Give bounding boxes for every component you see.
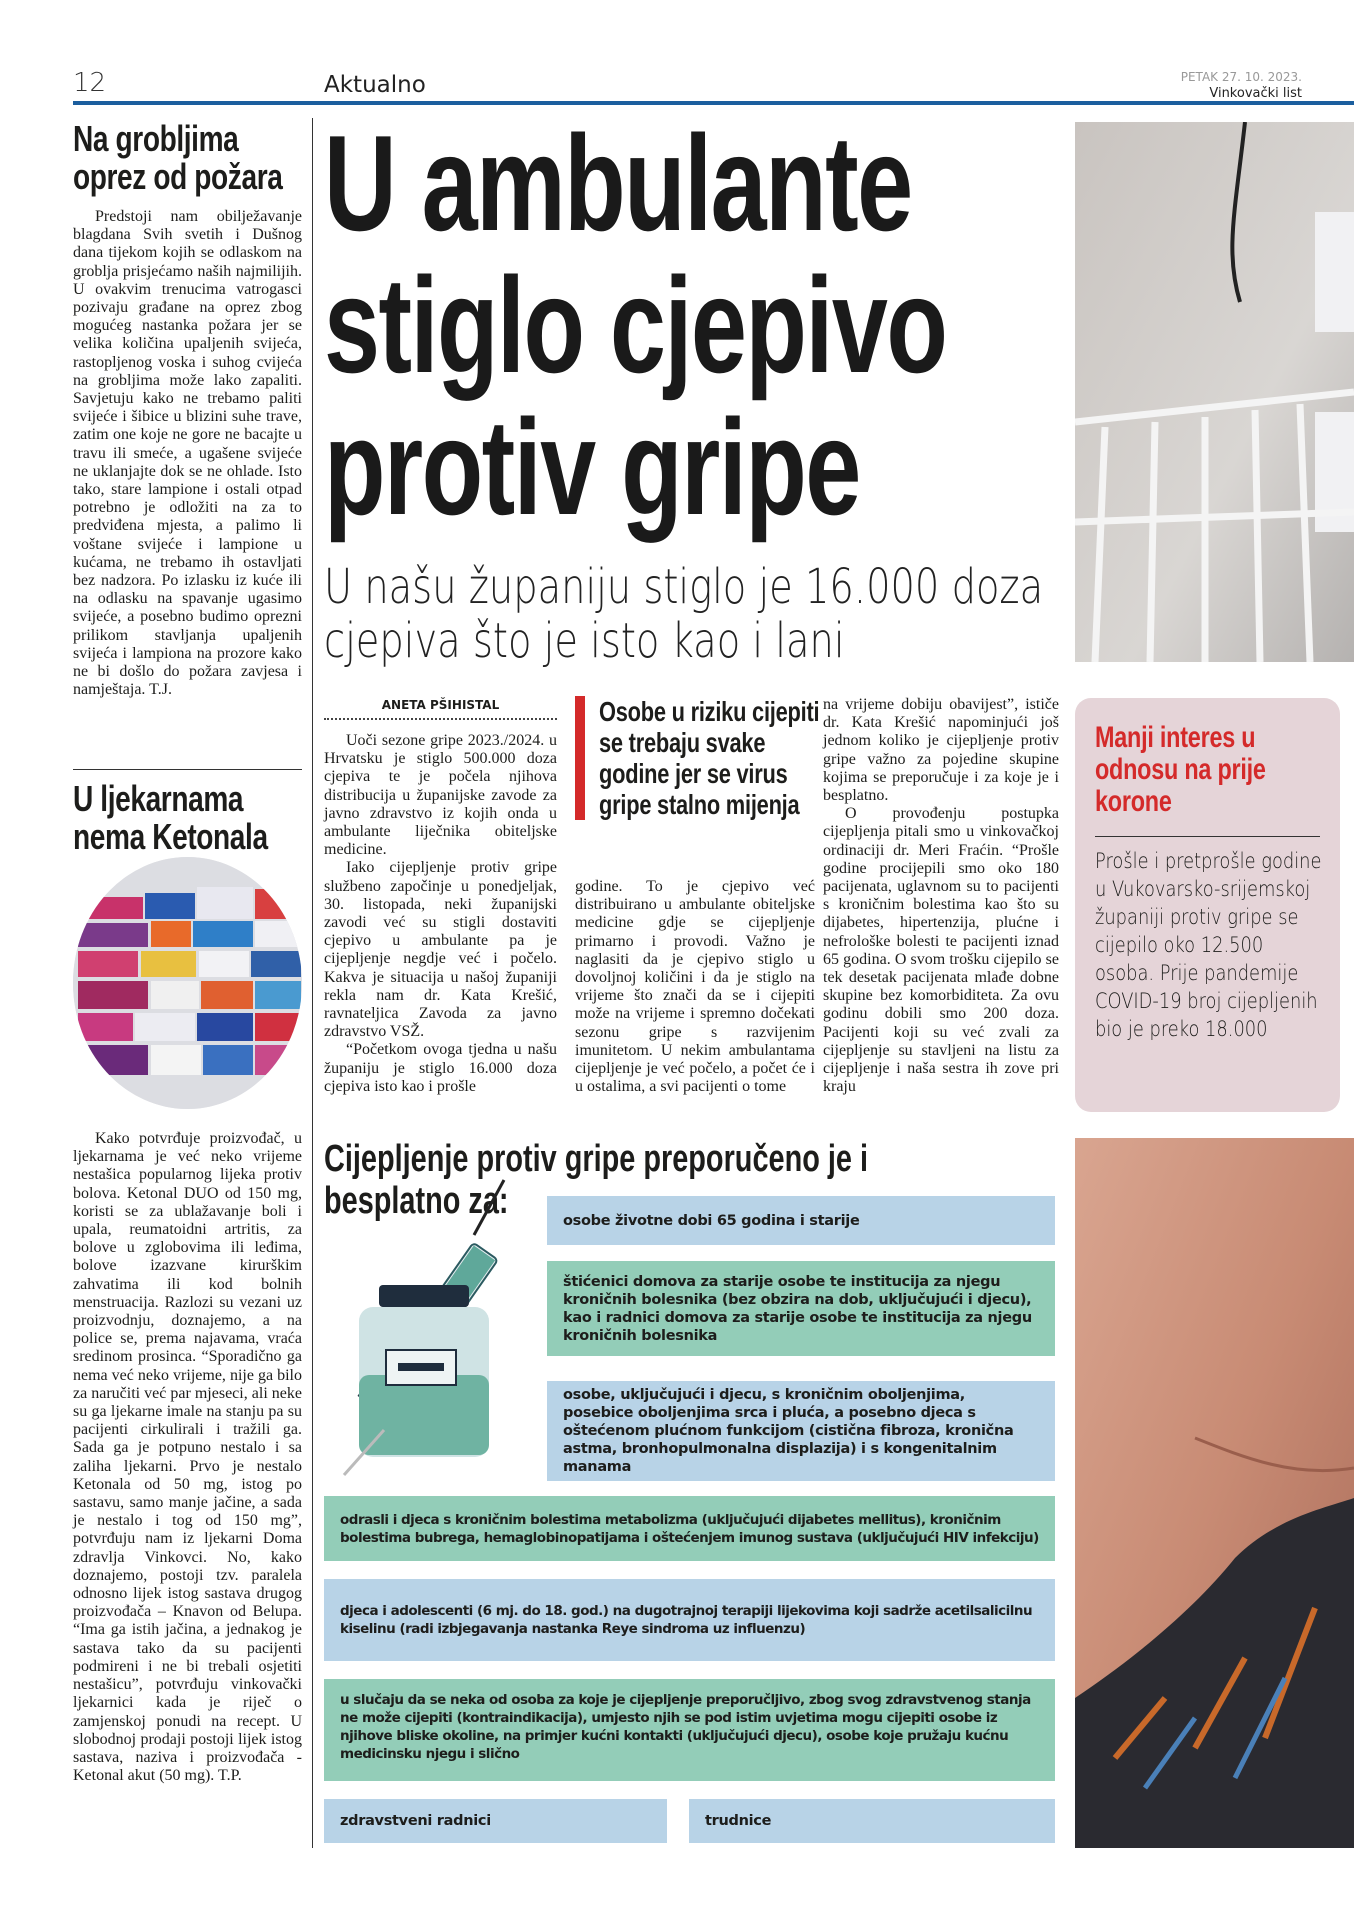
- eligibility-item: odrasli i djeca s kroničnim bolestima metabolizma (uključujući dijabetes mellitus), kroničnim bolestima bubrega, hemaglobinopatijama i oštećenjem imunog sustava (uključujući HIV infekciju): [324, 1496, 1055, 1561]
- column-divider: [312, 118, 313, 1848]
- main-headline: U ambulante stiglo cjepivo protiv gripe: [324, 107, 947, 543]
- fire-article-body: Predstoji nam obilježavanje blagdana Svih svetih i Dušnog dana tijekom kojih se odlaskom na groblja prisjećamo naših najmilijih. U ovakvim trenucima vatrogasci pozivaju građane na oprez zbog mogućeg nastanka požara jer se velika količina upaljenih svijeća, rastopljenog voska i suhog cvijeća na grobljima može lako zapaliti. Savjetuju kako ne trebamo paliti svijeće i šibice u blizini suhe trave, zatim one koje ne gore ne bacajte u travu ili smeće, a ugašene svijeće ne uklanjajte dok se ne ohlade. Isto tako, stare lampione i ostali otpad potrebno je odložiti na za to predviđena mjesta, a palimo li voštane svijeće i lampione u kućama, ne trebamo ih ostavljati bez nadzora. Po izlasku iz kuće ili na odlasku na spavanje ugasimo svijeće, a posebno budimo oprezni prilikom stavljanja upaljenih svijeća i lampiona na prozore kako ne bi došlo do požara zavjesa i namještaja. T.J.: [73, 208, 302, 699]
- author-byline: ANETA PŠIHISTAL: [324, 698, 557, 720]
- sidebox-rule: [1095, 836, 1320, 837]
- article-column-3: na vrijeme dobiju obavijest”, ističe dr. Kata Krešić napominjući još jednom koliko je cijepljenje protiv gripe važno za pojedine skupine kojima se preporučuje i za koje je i besplatno. O provođenju postupka cijepljenja pitali smo u vinkovačkoj ordinaciji dr. Meri Fraćin. “Prošle godine procijepili smo oko 180 pacijenata, uglavnom su to pacijenti s kroničnim bolestima kao što su dijabetes, hipertenzija, plućne i nefrološke bolesti te pacijenti iznad 65 godina. O svom trošku cijepilo se tek desetak pacijenata mlađe dobne skupine bez komorbiditeta. Za ovu godinu dobili smo 200 doza. Pacijenti koji su već zvali za cijepljenje su stavljeni na listu za cijepljenje i naša sestra ih zove pri kraju: [823, 696, 1059, 1096]
- article-divider: [73, 769, 302, 770]
- ketonal-article-title: U ljekarnama nema Ketonala: [73, 778, 268, 857]
- subheadline: U našu županiju stiglo je 16.000 doza cjepiva što je isto kao i lani: [324, 559, 1044, 669]
- issue-date: PETAK 27. 10. 2023.: [1180, 70, 1302, 84]
- eligibility-item: djeca i adolescenti (6 mj. do 18. god.) na dugotrajnoj terapiji lijekovima koji sadrže acetilsalicilnu kiselinu (radi izbjegavanja nastanka Reye sindroma uz influenzu): [324, 1579, 1055, 1661]
- article-column-1: Uoči sezone gripe 2023./2024. u Hrvatsku je stiglo 500.000 doza cjepiva te je počela njihova distribucija u županijske zavode za javno zdravstvo iz kojih onda u ambulante liječnika obiteljske medicine. Iako cijepljenje protiv gripe službeno započinje u ponedjeljak, 30. listopada, neki županijski zavodi već su stigli dostaviti cjepivo u ambulante pa je cijepljenje negdje već i počelo. Kakva je situacija u našoj županiji rekla nam dr. Kata Krešić, ravnateljica Zavoda za javno zdravstvo VSŽ. “Početkom ovoga tjedna u našu županiju je stiglo 16.000 doza cjepiva isto kao i prošle: [324, 732, 557, 1095]
- pharmacy-shelf-photo: [73, 857, 302, 1109]
- fire-article-title: Na grobljima oprez od požara: [73, 118, 283, 197]
- stats-sidebox: [1075, 698, 1340, 1112]
- article-column-2: godine. To je cjepivo već distribuirano u ambulante obiteljske medicine gdje se cijepljenje primarno i provodi. Važno je naglasiti da je cjepivo stiglo u dovoljnoj količini i da je stiglo na vrijeme što znači da se i cijepiti može na vrijeme i spremno dočekati sezonu gripe s razvijenim imunitetom. U nekim ambulantama cijepljenje je već počelo, a počet će i u ostalima, a svi pacijenti o tome: [575, 878, 815, 1096]
- syringe-vial-illustration: [324, 1175, 549, 1485]
- newspaper-name: Vinkovački list: [1209, 86, 1302, 101]
- section-title: Aktualno: [324, 72, 426, 98]
- eligibility-item: štićenici domova za starije osobe te institucija za njegu kroničnih bolesnika (bez obzira na dob, uključujući i djecu), kao i radnici domova za starije osobe te institucija za njegu kroničnih bolesnika: [547, 1261, 1055, 1356]
- page-number: 12: [73, 68, 107, 98]
- eligibility-item: zdravstveni radnici: [324, 1799, 667, 1843]
- pull-quote: Osobe u riziku cijepiti se trebaju svake godine jer se virus gripe stalno mijenja: [575, 696, 815, 820]
- infographic-title: Cijepljenje protiv gripe preporučeno je i besplatno za:: [324, 1138, 869, 1222]
- eligibility-item: osobe životne dobi 65 godina i starije: [547, 1196, 1055, 1245]
- sidebox-title: Manji interes u odnosu na prije korone: [1095, 721, 1266, 818]
- vaccination-arm-photo: [1075, 1138, 1354, 1848]
- header-rule: [73, 101, 1354, 105]
- eligibility-item: osobe, uključujući i djecu, s kroničnim oboljenjima, posebice oboljenjima srca i pluća, a posebno djeca s oštećenom plućnom funkcijom (cistična fibroza, kronična astma, bronhopulmonalna displazija) i s kongenitalnim manama: [547, 1381, 1055, 1481]
- ketonal-article-body: Kako potvrđuje proizvođač, u ljekarnama je već neko vrijeme nestašica popularnog lijeka protiv bolova. Ketonal DUO od 150 mg, koristi se za ublažavanje boli i upala, reumatoidni artritis, za bolove u zglobovima ili leđima, bolove izazvane kirurškim zahvatima ili kod bolnih menstruacija. Razlozi su vezani uz proizvodnju, doznajemo, a na police se, prema najavama, vraća sredinom prosinca. “Sporadično ga nema već neko vrijeme, nije ga bilo za naručiti već par mjeseci, ali neke su ga ljekarne imale na stanju pa su pacijenti cirkulirali i tražili ga. Sada ga je potpuno nestalo i sa zaliha ljekarni. Prvo je nestalo Ketonala od 50 mg, istog po sastavu, samo manje jačine, a sada je nestalo i tog od 150 mg”, potvrđuju nam iz ljekarni Doma zdravlja Vinkovci. No, kako doznajemo, postoji tzv. paralela odnosno lijek istog sastava drugog proizvođača – Knavon od Belupa. “Ima ga istih jačina, a jednakog je sastava tako da su pacijenti podmireni i ne bi trebali osjetiti nestašicu”, potvrđuju vinkovački ljekarnici kada je riječ o zamjenskoj ponudi na recept. U slobodnoj prodaji postoji lijek istog sastava, naziva i proizvođača - Ketonal akut (50 mg). T.P.: [73, 1130, 302, 1785]
- eligibility-item: u slučaju da se neka od osoba za koje je cijepljenje preporučljivo, zbog svog zdravstvenog stanja ne može cijepiti (kontraindikacija), umjesto njih se pod istim uvjetima mogu cijepiti osobe iz njihove bliske okoline, na primjer kućni kontakti (uključujući djecu), osobe koje pružaju kućnu medicinsku njegu i slično: [324, 1679, 1055, 1781]
- sidebox-body: Prošle i pretprošle godine u Vukovarsko-srijemskoj županiji protiv gripe se cijepilo oko 12.500 osoba. Prije pandemije COVID-19 broj cijepljenih bio je preko 18.000: [1095, 849, 1322, 1041]
- eligibility-item: trudnice: [689, 1799, 1055, 1843]
- vaccine-fridge-photo: [1075, 122, 1354, 662]
